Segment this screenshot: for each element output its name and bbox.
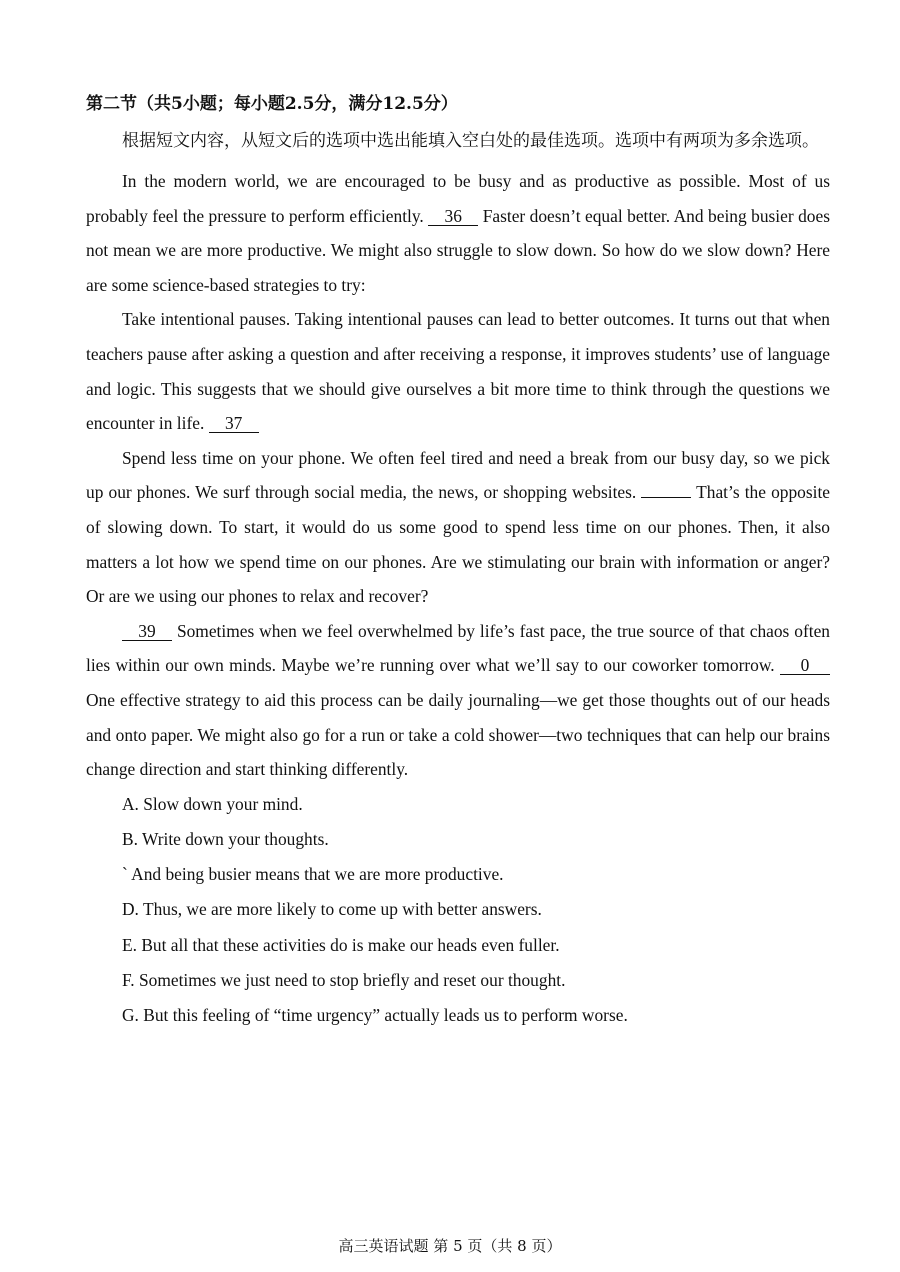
passage-paragraph-4	[86, 614, 830, 787]
passage-paragraph-2	[86, 302, 830, 440]
option-d: D. Thus, we are more likely to come up with better answers.	[122, 899, 542, 920]
option-g: G. But this feeling of “time urgency” actually leads us to perform worse.	[122, 1004, 628, 1025]
paragraph-text: Sometimes when we feel overwhelmed by life’s fast pace, the true source of that chaos often lies within our own minds. Maybe we’re running over what we’ll say to our coworker tomorrow.	[86, 620, 830, 676]
passage-paragraph-1	[86, 164, 830, 302]
option-b: B. Write down your thoughts.	[122, 828, 329, 849]
paragraph-text: That’s the opposite of slowing down. To start, it would do us some good to spend less time on our phones. Then, it also matters a lot how we spend time on our phones. Are we stimulating our brain with information or anger? Or are we using our phones to relax and recover?	[86, 482, 831, 607]
answer-blank-40: 0	[780, 656, 830, 675]
passage-paragraph-3	[86, 441, 830, 614]
paragraph-text: One effective strategy to aid this process can be daily journaling—we get those thoughts out of our heads and onto paper. We might also go for a run or take a cold shower—two techniques that can help our brains change direction and start thinking differently.	[86, 689, 830, 780]
option-c: ` And being busier means that we are more productive.	[122, 864, 504, 885]
paragraph-text: Spend less time on your phone. We often feel tired and need a break from our busy day, so we pick up our phones. We surf through social media, the news, or shopping websites.	[86, 447, 830, 503]
exam-page	[86, 88, 830, 1033]
answer-blank-37: 37	[209, 414, 259, 433]
page-footer: 高三英语试题 第 5 页（共 8 页）	[338, 1237, 562, 1255]
answer-blank-39: 39	[122, 622, 172, 641]
paragraph-text: In the modern world, we are encouraged to be busy and as productive as possible. Most of us probably feel the pressure to perform efficiently.	[86, 171, 830, 226]
answer-blank-36: 36	[428, 207, 478, 226]
option-f: F. Sometimes we just need to stop briefly and reset our thought.	[122, 969, 566, 990]
paragraph-text: Take intentional pauses. Taking intentional pauses can lead to better outcomes. It turns out that when teachers pause after asking a question and after receiving a response, it improves students’ use of language and logic. This suggests that we should give ourselves a bit more time to think through the questions we encounter in life.	[86, 309, 830, 434]
option-e: E. But all that these activities do is make our heads even fuller.	[122, 934, 560, 955]
section-instruction: 根据短文内容，从短文后的选项中选出能填入空白处的最佳选项。选项中有两项为多余选项。	[122, 131, 819, 151]
option-a: A. Slow down your mind.	[122, 793, 303, 814]
answer-blank-38	[641, 497, 691, 498]
paragraph-text: Faster doesn’t equal better. And being busier does not mean we are more productive. We might also struggle to slow down. So how do we slow down? Here are some science-based strategies to try:	[86, 205, 830, 295]
section-title: 第二节（共5小题；每小题2.5分，满分12.5分）	[86, 94, 458, 114]
answer-options	[86, 787, 830, 1033]
